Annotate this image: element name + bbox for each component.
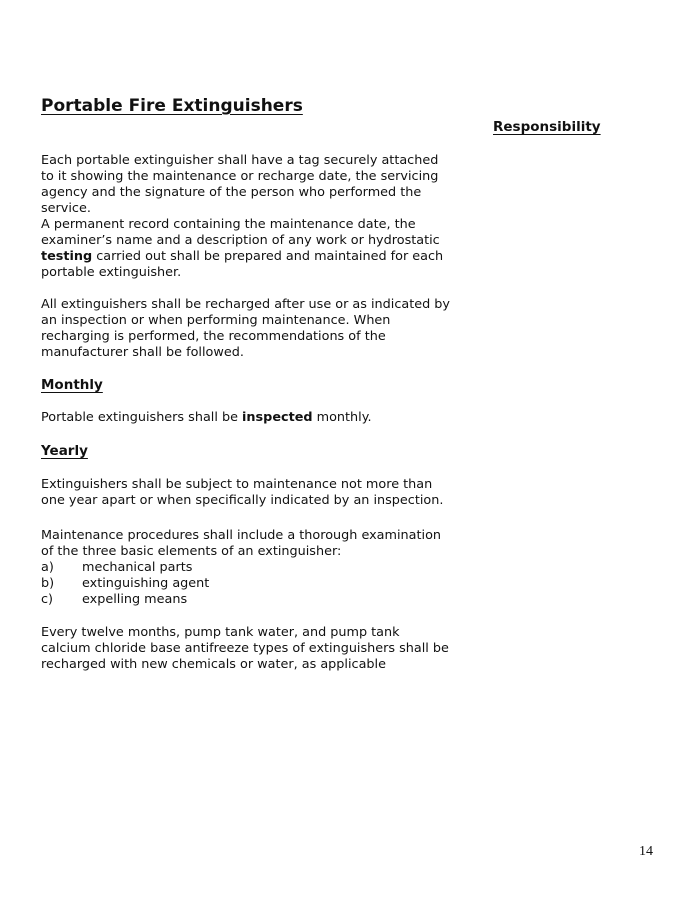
tag-paragraph: Each portable extinguisher shall have a tag securely attached to it showing the maintenance or recharge date, the servicing agency and the signature of the person who performed the service. [41, 153, 439, 216]
yearly-heading: Yearly [41, 443, 88, 459]
monthly-paragraph [41, 410, 461, 426]
list-item [41, 576, 209, 592]
procedures-paragraph: Maintenance procedures shall include a thorough examination of the three basic elements of an extinguisher: [41, 528, 442, 559]
page-number: 14 [639, 844, 653, 859]
recharge-paragraph: All extinguishers shall be recharged after use or as indicated by an inspection or when performing maintenance. When recharging is performed, the recommendations of the manufacturer shall be followed. [41, 297, 450, 360]
list-item-text: mechanical parts [82, 560, 193, 575]
list-item [41, 592, 187, 608]
record-line-3 [41, 249, 461, 265]
responsibility-heading: Responsibility [493, 119, 601, 135]
list-marker: c) [41, 592, 54, 607]
monthly-text-before: Portable extinguishers shall be [41, 410, 243, 425]
page-title: Portable Fire Extinguishers [41, 96, 303, 116]
record-paragraph [41, 217, 461, 281]
monthly-heading: Monthly [41, 377, 103, 393]
monthly-text-after: monthly. [312, 410, 372, 425]
list-item-text: extinguishing agent [82, 576, 210, 591]
record-line-1: A permanent record containing the maintenance date, the [41, 217, 416, 232]
list-item-text: expelling means [82, 592, 188, 607]
monthly-bold-term: inspected [242, 410, 313, 425]
yearly-maintenance-paragraph: Extinguishers shall be subject to maintenance not more than one year apart or when specifically indicated by an inspection. [41, 477, 444, 508]
record-bold-term: testing [41, 249, 93, 264]
list-item [41, 560, 192, 576]
list-marker: a) [41, 560, 54, 575]
twelve-months-paragraph: Every twelve months, pump tank water, and pump tank calcium chloride base antifreeze types of extinguishers shall be recharged with new chemicals or water, as applicable [41, 625, 449, 672]
record-line-2: examiner’s name and a description of any work or hydrostatic [41, 233, 440, 248]
record-line-3-text: carried out shall be prepared and maintained for each [92, 249, 444, 264]
list-marker: b) [41, 576, 55, 591]
record-line-4: portable extinguisher. [41, 265, 182, 280]
